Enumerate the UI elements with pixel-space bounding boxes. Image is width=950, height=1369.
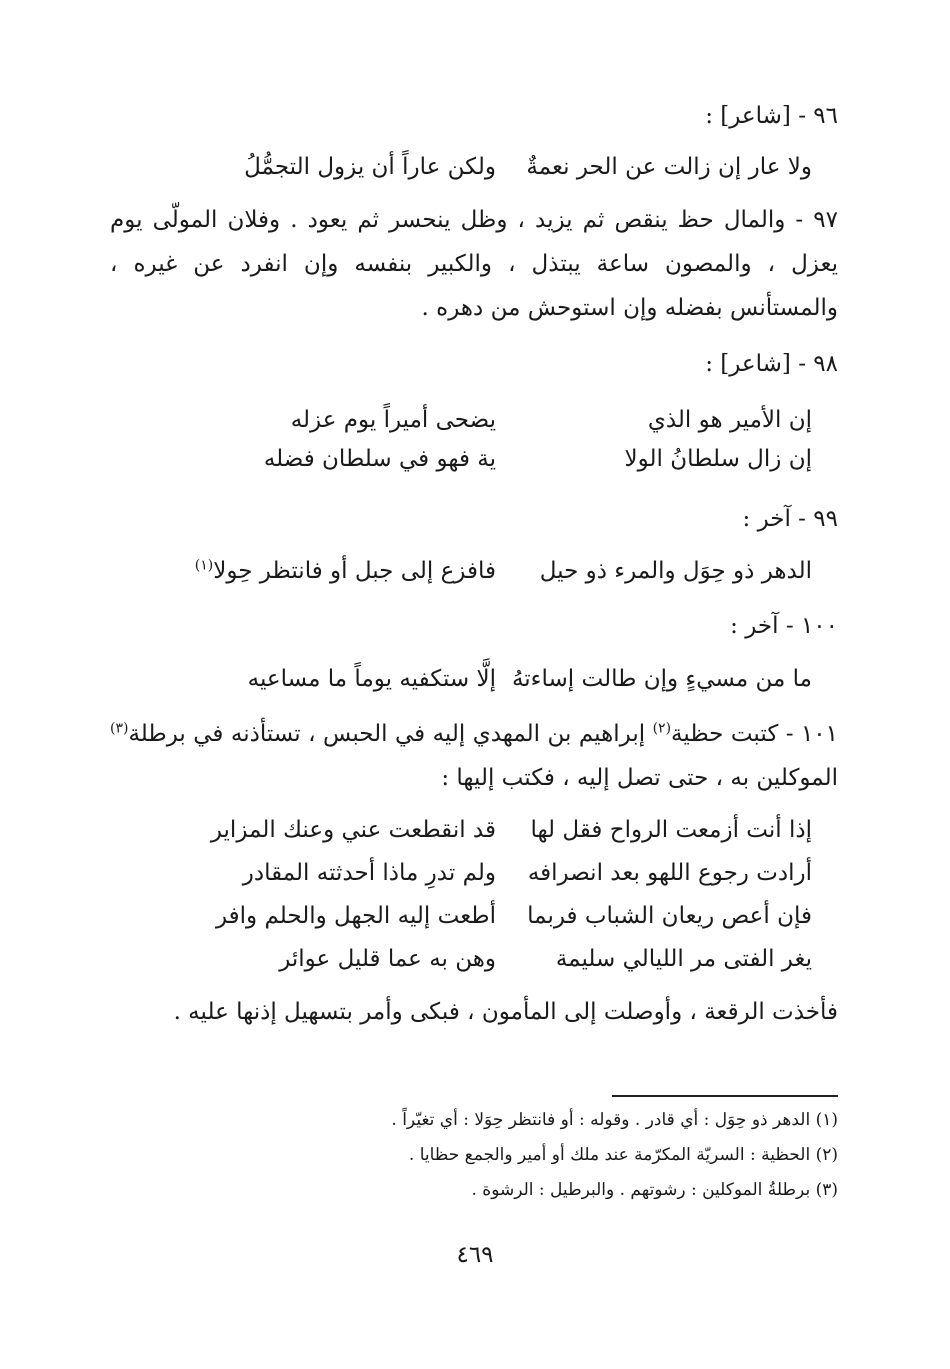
verse-first-hemistich: ولا عار إن زالت عن الحر نعمةٌ	[526, 154, 812, 180]
verse-second-hemistich: يضحى أميراً يوم عزله	[290, 407, 496, 433]
verse-line	[110, 549, 838, 593]
entry-heading-98: ٩٨ - [شاعر] :	[705, 351, 838, 377]
verse-second-hemistich: فافزع إلى جبل أو فانتظر حِولا$^{(١)}$	[194, 557, 496, 584]
verse-second-hemistich: قد انقطعت عني وعنك المزاير	[210, 817, 496, 843]
verse-first-hemistich: أرادت رجوع اللهو بعد انصرافه	[527, 860, 812, 886]
verse-line	[110, 657, 838, 701]
verse-line	[110, 894, 838, 938]
verse-first-hemistich: إذا أنت أزمعت الرواح فقل لها	[530, 817, 812, 843]
footnote-ref-3: (٣)	[110, 720, 129, 737]
verse-second-hemistich: وهن به عما قليل عوائر	[279, 946, 496, 972]
entry-heading-96: ٩٦ - [شاعر] :	[705, 103, 838, 129]
footnote-separator	[612, 1095, 838, 1097]
verse-line	[110, 808, 838, 852]
verse-line	[110, 851, 838, 895]
verse-second-hemistich: ولم تدرِ ماذا أحدثته المقادر	[242, 860, 496, 886]
verse-line	[110, 145, 838, 189]
verse-second-hemistich: ية فهو في سلطان فضله	[263, 446, 496, 472]
verse-line	[110, 398, 838, 442]
verse-line	[110, 937, 838, 981]
verse-first-hemistich: يغر الفتى مر الليالي سليمة	[555, 946, 812, 972]
verse-first-hemistich: الدهر ذو حِوَل والمرء ذو حيل	[539, 558, 812, 584]
verse-first-hemistich: إن الأمير هو الذي	[647, 407, 812, 433]
page-number: ٤٦٩	[456, 1242, 494, 1268]
footnote-ref-1: (١)	[194, 557, 214, 574]
footnote-2: (٢) الحظية : السريّة المكرّمة عند ملك أو أمير والجمع حظايا .	[408, 1145, 838, 1165]
verse-first-hemistich: إن زال سلطانُ الولا	[624, 446, 812, 472]
footnote-3: (٣) برطلةُ الموكلين : رشوتهم . والبرطيل : الرشوة .	[471, 1180, 838, 1200]
entry-prose-101: ١٠١ - كتبت حظية$^{(٢)}$ إبراهيم بن المهدي إليه في الحبس ، تستأذنه في برطلة$^{(٣)}$ الموكلين به ، حتى تصل إليه ، فكتب إليها :	[110, 720, 838, 791]
verse-second-hemistich: أطعت إليه الجهل والحلم وافر	[215, 903, 496, 929]
verse-second-hemistich: ولكن عاراً أن يزول التجمُّلُ	[244, 154, 496, 180]
verse-first-hemistich: فإن أعص ريعان الشباب فربما	[527, 903, 812, 929]
verse-second-hemistich: إلَّا ستكفيه يوماً ما مساعيه	[247, 666, 496, 692]
footnote-ref-2: (٢)	[652, 720, 672, 737]
footnote-1: (١) الدهر ذو حِوَل : أي قادر . وقوله : أو فانتظر حِوَلا : أي تغيّراً .	[391, 1110, 838, 1130]
verse-first-hemistich: ما من مسيءٍ وإن طالت إساءتهُ	[511, 666, 812, 692]
entry-heading-100: ١٠٠ - آخر :	[730, 613, 838, 639]
verse-line	[110, 437, 838, 481]
entry-prose-closing: فأخذت الرقعة ، وأوصلت إلى المأمون ، فبكى وأمر بتسهيل إذنها عليه .	[173, 999, 838, 1025]
entry-heading-99: ٩٩ - آخر :	[742, 506, 838, 532]
entry-prose-97: ٩٧ - والمال حظ ينقص ثم يزيد ، وظل ينحسر ثم يعود . وفلان المولّى يوم يعزل ، والمصون ساعة يبتذل ، والكبير بنفسه وإن انفرد عن غيره ، والمستأنس بفضله وإن استوحش من دهره .	[110, 207, 838, 321]
